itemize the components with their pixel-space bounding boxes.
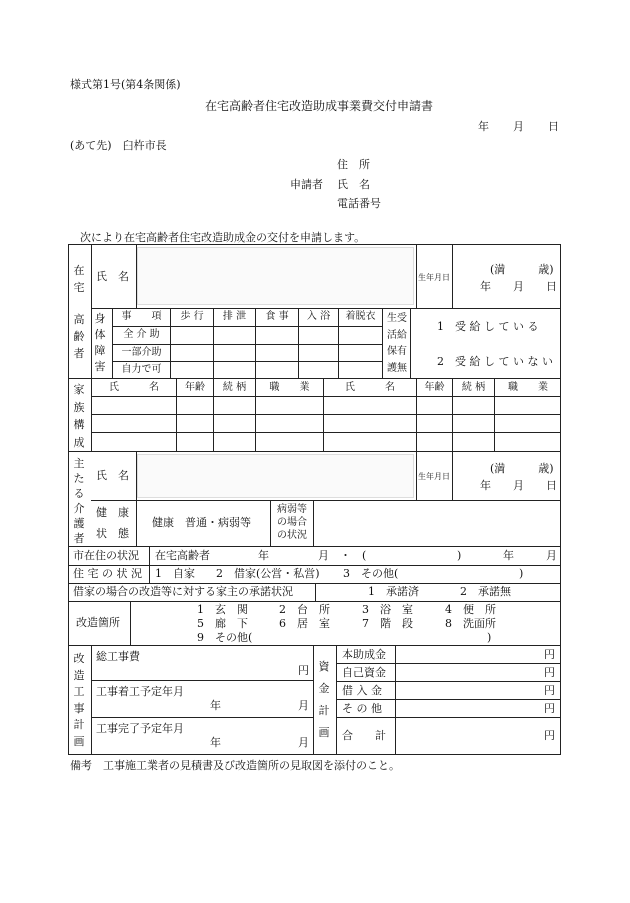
elderly-birthdate[interactable]: 年 月 日 xyxy=(480,280,557,293)
disability-col-meal: 食 事 xyxy=(265,311,289,322)
funding-loan-yen: 円 xyxy=(544,684,555,697)
end-date-label: 工事完了予定年月 xyxy=(96,722,184,735)
elderly-bottom xyxy=(68,378,561,379)
plan-section-label: 改 造 工 事 計 画 xyxy=(73,652,85,748)
elderly-name-bottom xyxy=(91,308,561,309)
start-year[interactable]: 年 xyxy=(210,699,221,712)
funding-subsidy: 本助成金 xyxy=(342,648,386,661)
elderly-age: (満 歳) xyxy=(490,263,554,276)
funding-sep xyxy=(336,645,337,755)
disab-h3 xyxy=(112,361,382,362)
divider-residence xyxy=(68,546,561,547)
elderly-birth-sep xyxy=(416,244,417,308)
total-cost-yen: 円 xyxy=(298,664,309,677)
plan-sep-2 xyxy=(313,645,314,755)
end-month[interactable]: 月 xyxy=(298,736,309,749)
location-bathroom[interactable]: 3 浴 室 xyxy=(362,603,413,616)
location-other[interactable]: 9 その他( xyxy=(197,631,253,644)
start-month[interactable]: 月 xyxy=(298,699,309,712)
disability-row-partial: 一部介助 xyxy=(121,347,162,358)
plan-h1 xyxy=(91,680,313,681)
disability-row-full: 全 介 助 xyxy=(123,329,160,340)
funding-h4 xyxy=(336,717,561,718)
disab-v6 xyxy=(382,308,383,378)
caregiver-birthdate[interactable]: 年 月 日 xyxy=(480,479,557,492)
location-stairs[interactable]: 7 階 段 xyxy=(362,617,413,630)
residence-month[interactable]: 月 ・ ( xyxy=(318,549,367,562)
family-h2 xyxy=(91,414,561,415)
family-col-name-1: 氏 名 xyxy=(109,382,159,393)
consent-label: 借家の場合の改造等に対する家主の承諾状況 xyxy=(73,585,293,598)
housing-own[interactable]: 1 自家 xyxy=(155,567,195,580)
funding-total-yen: 円 xyxy=(544,729,555,742)
divider-locations xyxy=(68,601,561,602)
location-toilet[interactable]: 4 便 所 xyxy=(445,603,496,616)
residence-year2[interactable]: 年 xyxy=(503,549,514,562)
caregiver-section-label: 主 た る 介 護 者 xyxy=(73,457,85,545)
welfare-option-no[interactable]: 2 受 給 し て い な い xyxy=(437,355,553,368)
residence-month2[interactable]: 月 xyxy=(546,549,557,562)
locations-label: 改造箇所 xyxy=(76,616,120,629)
end-year[interactable]: 年 xyxy=(210,736,221,749)
elderly-name-field[interactable] xyxy=(137,247,414,305)
intro-text: 次により在宅高齢者住宅改造助成金の交付を申請します。 xyxy=(80,231,366,244)
caregiver-name-field[interactable] xyxy=(137,454,414,498)
consent-no[interactable]: 2 承諾無 xyxy=(460,585,511,598)
family-col-age-1: 年齢 xyxy=(185,382,205,393)
funding-h2 xyxy=(336,681,561,682)
welfare-option-yes[interactable]: 1 受 給 し て い る xyxy=(437,320,539,333)
location-close: ) xyxy=(487,631,492,644)
disability-col-walk: 歩 行 xyxy=(180,311,204,322)
family-col-job-1: 職 業 xyxy=(269,382,310,393)
plan-sep xyxy=(91,645,92,755)
family-col-job-2: 職 業 xyxy=(508,382,548,393)
funding-subsidy-yen: 円 xyxy=(544,648,555,661)
caregiver-age: (満 歳) xyxy=(490,462,554,475)
address-label: 住 所 xyxy=(337,158,370,171)
disability-col-bath: 入 浴 xyxy=(306,311,331,322)
sick-condition-label: 病弱等 の場合 の状況 xyxy=(277,504,307,541)
consent-sep xyxy=(315,583,316,601)
housing-label: 住 宅 の 状 況 xyxy=(73,567,142,580)
disab-h2 xyxy=(112,344,382,345)
residence-year[interactable]: 年 xyxy=(258,549,269,562)
phone-label: 電話番号 xyxy=(337,197,381,210)
funding-h1 xyxy=(336,663,561,664)
disability-col-header: 事 項 xyxy=(121,311,162,322)
disability-label: 身 体 障 害 xyxy=(94,312,106,373)
divider-housing xyxy=(68,565,561,566)
residence-label: 市在住の状況 xyxy=(73,549,139,562)
disability-col-dressing: 着脱衣 xyxy=(345,311,376,322)
location-entrance[interactable]: 1 玄 関 xyxy=(197,603,248,616)
elderly-birth-sep-2 xyxy=(452,244,453,308)
elderly-col-line xyxy=(91,244,92,452)
divider-plan xyxy=(68,645,561,646)
caregiver-birth-sep xyxy=(416,451,417,500)
health-label-2: 状 態 xyxy=(96,527,129,540)
note-text: 備考 工事施工業者の見積書及び改造箇所の見取図を添付のこと。 xyxy=(70,759,400,772)
location-hallway[interactable]: 5 廊 下 xyxy=(197,617,248,630)
housing-other[interactable]: 3 その他( xyxy=(343,567,399,580)
disability-row-self: 自力で可 xyxy=(121,364,162,375)
funding-section-label: 資 金 計 画 xyxy=(318,660,330,739)
elderly-section-label-2: 高 齢 者 xyxy=(73,313,85,360)
disab-h1 xyxy=(112,326,382,327)
family-col-relation-2: 続 柄 xyxy=(461,382,486,393)
health-label: 健 康 xyxy=(96,506,129,519)
family-col-age-2: 年齢 xyxy=(424,382,445,393)
caregiver-name-bottom xyxy=(91,500,561,501)
funding-self-yen: 円 xyxy=(544,666,555,679)
benefit-sep xyxy=(410,308,411,378)
family-h3 xyxy=(91,432,561,433)
name-label: 氏 名 xyxy=(337,178,370,191)
elderly-section-label: 在 宅 xyxy=(73,264,85,294)
family-col-name-2: 氏 名 xyxy=(345,382,395,393)
date-year: 年 xyxy=(478,120,489,133)
housing-sep xyxy=(149,565,150,583)
start-date-label: 工事着工予定年月 xyxy=(96,685,184,698)
family-h1 xyxy=(91,396,561,397)
funding-other-yen: 円 xyxy=(544,702,555,715)
location-living[interactable]: 6 居 室 xyxy=(279,617,330,630)
disability-col-excretion: 排 泄 xyxy=(222,311,247,322)
welfare-label: 生受 活給 保有 護無 xyxy=(387,313,407,374)
total-cost-label: 総工事費 xyxy=(96,650,140,663)
funding-loan: 借 入 金 xyxy=(342,684,382,697)
funding-h3 xyxy=(336,699,561,700)
sick-sep-2 xyxy=(313,500,314,546)
elderly-name-label: 氏 名 xyxy=(96,270,129,283)
form-title: 在宅高齢者住宅改造助成事業費交付申請書 xyxy=(205,99,434,113)
date-day: 日 xyxy=(548,120,559,133)
caregiver-birth-label: 生年月日 xyxy=(418,472,450,481)
date-month: 月 xyxy=(513,120,524,133)
caregiver-name-label: 氏 名 xyxy=(96,469,129,482)
family-section-label: 家 族 構 成 xyxy=(73,383,85,449)
funding-self: 自己資金 xyxy=(342,666,386,679)
funding-sep-2 xyxy=(395,645,396,755)
form-number: 様式第1号(第4条関係) xyxy=(70,78,181,91)
health-status-value[interactable]: 健康 普通・病弱等 xyxy=(152,516,251,529)
location-kitchen[interactable]: 2 台 所 xyxy=(279,603,330,616)
addressee: (あて先) 臼杵市長 xyxy=(70,139,167,152)
locations-sep xyxy=(130,601,131,645)
residence-close: ) xyxy=(457,549,462,562)
residence-sep xyxy=(149,546,150,565)
residence-value: 在宅高齢者 xyxy=(155,549,210,562)
divider-caregiver-top xyxy=(68,451,561,452)
housing-rent[interactable]: 2 借家(公営・私営) xyxy=(216,567,320,580)
funding-total: 合 計 xyxy=(342,729,386,742)
caregiver-birth-sep-2 xyxy=(452,451,453,500)
funding-other: そ の 他 xyxy=(342,702,382,715)
consent-yes[interactable]: 1 承諾済 xyxy=(368,585,419,598)
housing-close: ) xyxy=(519,567,524,580)
elderly-birth-label: 生年月日 xyxy=(418,273,450,282)
applicant-label: 申請者 xyxy=(290,178,323,191)
family-col-relation-1: 続 柄 xyxy=(222,382,247,393)
plan-h2 xyxy=(91,717,313,718)
location-washroom[interactable]: 8 洗面所 xyxy=(445,617,496,630)
